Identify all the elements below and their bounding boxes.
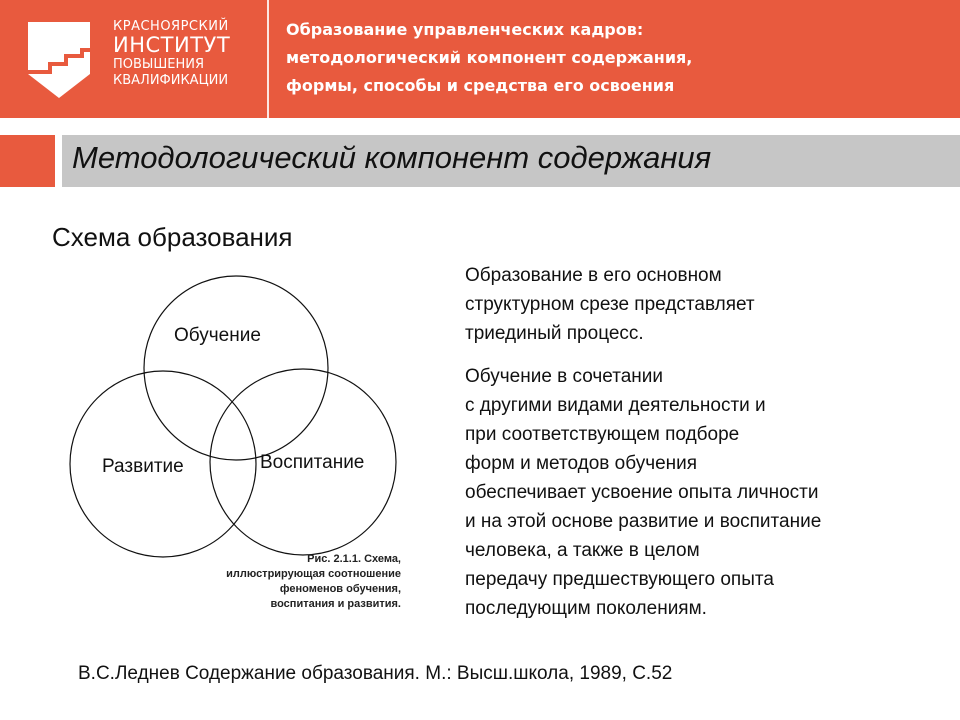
logo-line: КРАСНОЯРСКИЙ xyxy=(113,19,229,34)
citation: В.С.Леднев Содержание образования. М.: Высш.школа, 1989, С.52 xyxy=(78,663,673,684)
text-line: триединый процесс. xyxy=(465,323,644,344)
caption-line: Рис. 2.1.1. Схема, xyxy=(307,553,401,565)
subtitle: Схема образования xyxy=(52,222,293,252)
paragraph-1 xyxy=(465,261,755,348)
label-upbringing: Воспитание xyxy=(260,452,365,473)
text-line: и на этой основе развитие и воспитание xyxy=(465,511,822,532)
text-line: человека, а также в целом xyxy=(465,540,700,561)
logo-line: КВАЛИФИКАЦИИ xyxy=(113,73,229,88)
text-line: при соответствующем подборе xyxy=(465,424,740,445)
text-line: с другими видами деятельности и xyxy=(465,395,766,416)
text-line: форм и методов обучения xyxy=(465,453,698,474)
caption-line: воспитания и развития. xyxy=(270,598,401,610)
figure-caption xyxy=(180,552,401,612)
text-line: обеспечивает усвоение опыта личности xyxy=(465,482,819,503)
label-learning: Обучение xyxy=(174,325,261,346)
label-development: Развитие xyxy=(102,456,184,477)
text-line: структурном срезе представляет xyxy=(465,294,755,315)
caption-line: феноменов обучения, xyxy=(279,583,401,595)
text-line: Образование в его основном xyxy=(465,265,722,286)
logo-line: ПОВЫШЕНИЯ xyxy=(113,57,205,72)
paragraph-2 xyxy=(465,362,821,623)
caption-line: иллюстрирующая соотношение xyxy=(226,568,401,580)
text-line: Обучение в сочетании xyxy=(465,366,664,387)
text-line: последующим поколениям. xyxy=(465,598,707,619)
header-title-line: Образование управленческих кадров: xyxy=(286,20,644,39)
slide-title: Методологический компонент содержания xyxy=(72,140,712,175)
circle-learning xyxy=(144,276,328,460)
header-title-line: формы, способы и средства его освоения xyxy=(286,76,675,95)
logo-line: ИНСТИТУТ xyxy=(113,33,231,57)
text-line: передачу предшествующего опыта xyxy=(465,569,774,590)
header-title-line: методологический компонент содержания, xyxy=(286,48,693,67)
